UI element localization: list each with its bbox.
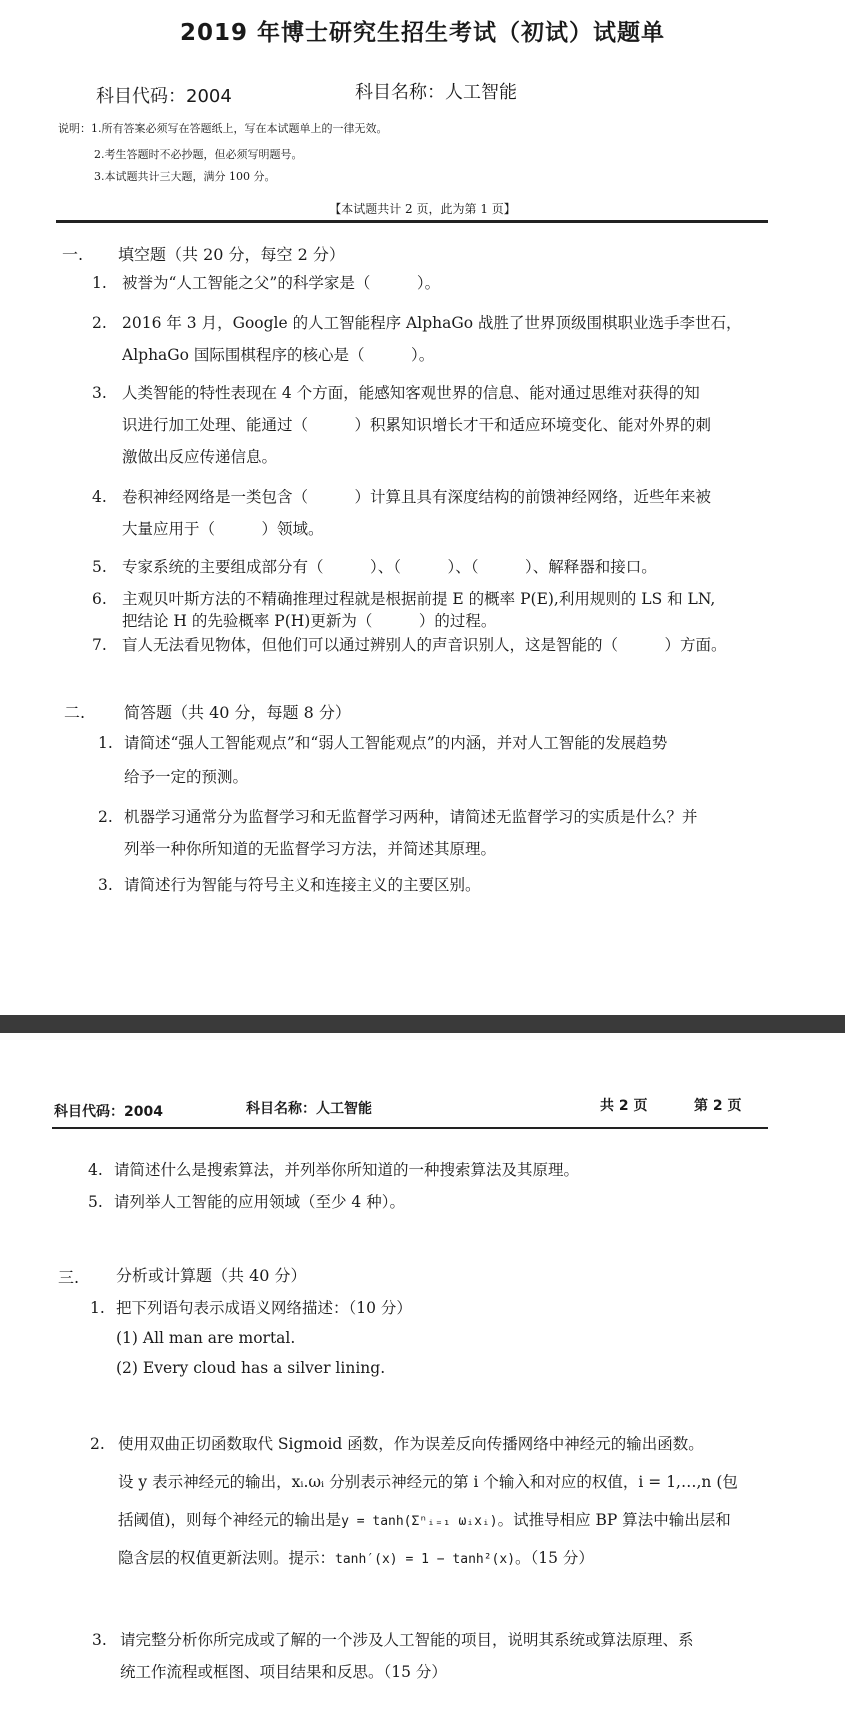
q3-2-line4 [118,1543,594,1575]
q2-4-line1: 请简述什么是搜索算法，并列举你所知道的一种搜索算法及其原理。 [114,1161,580,1179]
q1-1-number: 1. [92,274,107,292]
subject-code: 科目代码：2004 [96,86,232,107]
instruction-3: 3.本试题共计三大题，满分 100 分。 [94,170,276,183]
exam-title: 2019 年博士研究生招生考试（初试）试题单 [179,20,666,46]
q1-4-line1: 卷积神经网络是一类包含（ ）计算且具有深度结构的前馈神经网络，近些年来被 [122,488,712,506]
q3-2-line3-start: 括阈值)，则每个神经元的输出是 [118,1511,342,1529]
q3-2-line3-end: 。试推导相应 BP 算法中输出层和 [497,1511,731,1529]
subject-name: 科目名称：人工智能 [355,82,517,103]
section-3-number: 三. [58,1268,80,1287]
q1-6-number: 6. [92,590,107,608]
q1-2-line2: AlphaGo 国际围棋程序的核心是（ ）。 [122,346,435,364]
q1-2-line1: 2016 年 3 月，Google 的人工智能程序 AlphaGo 战胜了世界顶级围棋职业选手李世石， [122,314,742,332]
q1-1-line1: 被誉为“人工智能之父”的科学家是（ ）。 [122,274,441,292]
q3-1-line1: 把下列语句表示成语义网络描述：（10 分） [116,1299,412,1317]
q2-3-number: 3. [98,876,113,894]
section-1-title: 填空题（共 20 分，每空 2 分） [118,245,345,264]
q1-2-number: 2. [92,314,107,332]
q1-7-line1: 盲人无法看见物体，但他们可以通过辨别人的声音识别人，这是智能的（ ）方面。 [122,636,727,654]
instruction-2: 2.考生答题时不必抄题，但必须写明题号。 [94,148,303,161]
section-1-number: 一. [62,245,84,264]
hint-formula: tanh′(x) = 1 − tanh²(x) [335,1552,516,1567]
q3-3-line2: 统工作流程或框图、项目结果和反思。（15 分） [120,1663,447,1681]
section-2-number: 二. [64,703,86,722]
q3-2-line4-end: 。（15 分） [515,1549,594,1567]
page-separator [0,1015,845,1033]
q1-3-line3: 激做出反应传递信息。 [122,448,278,466]
page2-subject-code: 科目代码：2004 [54,1104,163,1120]
instruction-1: 说明：1.所有答案必须写在答题纸上，写在本试题单上的一律无效。 [58,122,388,135]
q1-3-number: 3. [92,384,107,402]
q3-3-line1: 请完整分析你所完成或了解的一个涉及人工智能的项目，说明其系统或算法原理、系 [120,1631,694,1649]
q2-5-line1: 请列举人工智能的应用领域（至少 4 种）。 [114,1193,405,1211]
q2-1-line2: 给予一定的预测。 [124,768,249,786]
q1-6-line2: 把结论 H 的先验概率 P(H)更新为（ ）的过程。 [122,612,497,630]
page2-total-pages: 共 2 页 [600,1098,648,1114]
q2-1-number: 1. [98,734,113,752]
q1-7-number: 7. [92,636,107,654]
q3-2-number: 2. [90,1435,105,1453]
header-rule [56,220,768,223]
q1-4-number: 4. [92,488,107,506]
q1-5-line1: 专家系统的主要组成部分有（ ）、（ ）、（ ）、解释器和接口。 [122,558,657,576]
q1-4-line2: 大量应用于（ ）领域。 [122,520,324,538]
q2-3-line1: 请简述行为智能与符号主义和连接主义的主要区别。 [124,876,481,894]
q2-4-number: 4. [88,1161,103,1179]
q2-2-line1: 机器学习通常分为监督学习和无监督学习两种，请简述无监督学习的实质是什么？并 [124,808,698,826]
q2-2-line2: 列举一种你所知道的无监督学习方法，并简述其原理。 [124,840,497,858]
q3-2-line1: 使用双曲正切函数取代 Sigmoid 函数，作为误差反向传播网络中神经元的输出函数。 [118,1435,704,1453]
page2-subject-name: 科目名称：人工智能 [246,1101,372,1117]
q3-2-line4-start: 隐含层的权值更新法则。提示： [118,1549,336,1567]
q2-2-number: 2. [98,808,113,826]
q3-1-number: 1. [90,1299,105,1317]
q1-6-line1: 主观贝叶斯方法的不精确推理过程就是根据前提 E 的概率 P(E),利用规则的 LS 和 LN, [122,590,716,608]
q2-1-line1: 请简述“强人工智能观点”和“弱人工智能观点”的内涵，并对人工智能的发展趋势 [124,734,668,752]
q3-3-number: 3. [92,1631,107,1649]
q3-1-item-2: (2) Every cloud has a silver lining. [116,1359,386,1377]
exam-page-2 [0,1033,845,1730]
section-2-title: 简答题（共 40 分，每题 8 分） [124,703,351,722]
output-formula: y = tanh(Σⁿᵢ₌₁ ωᵢxᵢ) [341,1514,498,1529]
page-info: 【本试题共计 2 页，此为第 1 页】 [329,202,516,216]
page2-page-number: 第 2 页 [694,1098,742,1114]
page2-header-rule [52,1127,768,1129]
q1-3-line2: 识进行加工处理、能通过（ ）积累知识增长才干和适应环境变化、能对外界的刺 [122,416,712,434]
q3-1-item-1: (1) All man are mortal. [116,1329,296,1347]
q1-5-number: 5. [92,558,107,576]
q3-2-line2: 设 y 表示神经元的输出，xᵢ.ωᵢ 分别表示神经元的第 i 个输入和对应的权值，i = 1,…,n (包 [118,1473,738,1491]
q2-5-number: 5. [88,1193,103,1211]
section-3-title: 分析或计算题（共 40 分） [116,1266,307,1285]
q3-2-line3 [118,1505,731,1537]
q1-3-line1: 人类智能的特性表现在 4 个方面，能感知客观世界的信息、能对通过思维对获得的知 [122,384,700,402]
